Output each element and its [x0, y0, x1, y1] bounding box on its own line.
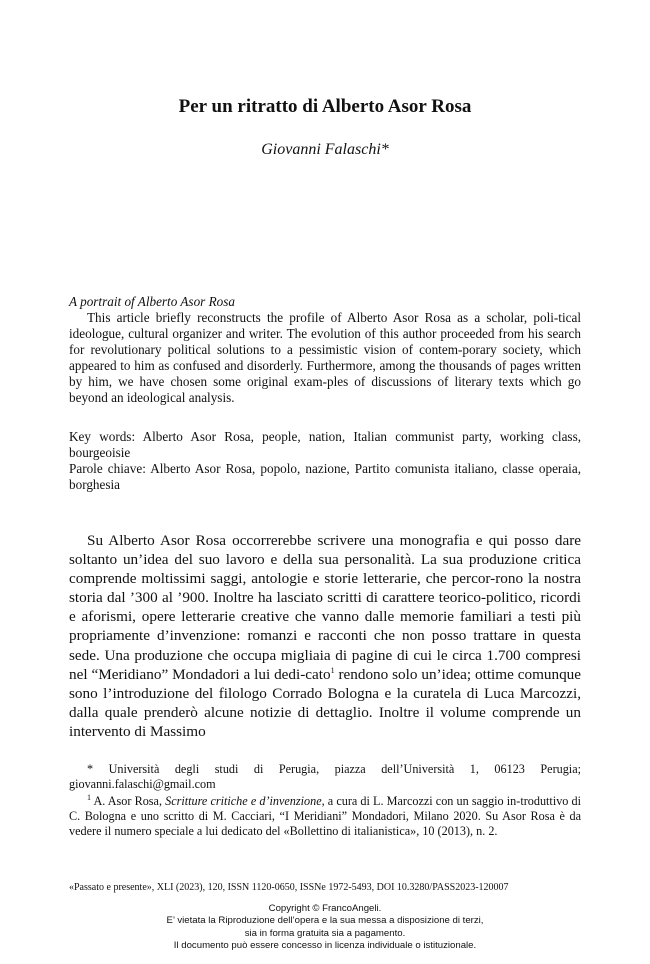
keywords-italian: Parole chiave: Alberto Asor Rosa, popolo, nazione, Partito comunista italiano, classe operaia, borghesia [69, 461, 581, 492]
footnote-1-book-title: Scritture critiche e d’invenzione [165, 794, 322, 808]
footnote-1 [69, 794, 581, 839]
journal-reference: «Passato e presente», XLI (2023), 120, ISSN 1120-0650, ISSNe 1972-5493, DOI 10.3280/PASS2023-120007 [69, 882, 509, 893]
copyright-notice [0, 903, 650, 952]
footnote-1-text-pre: A. Asor Rosa, [91, 794, 166, 808]
body-text [69, 531, 581, 741]
footnote-ref-1[interactable]: 1 [330, 665, 335, 675]
body-text-part2: rendono solo un’idea; ottime comunque sono l’introduzione del filologo Corrado Bologna e la curatela di Luca Marcozzi, dalla quale prenderò alcune notizie di dettaglio. Inoltre il volume comprende un intervento di Massimo [69, 665, 581, 740]
copyright-line-2: E’ vietata la Riproduzione dell’opera e la sua messa a disposizione di terzi, [166, 915, 484, 927]
copyright-line-1: Copyright © FrancoAngeli. [268, 903, 382, 914]
abstract-section [69, 294, 581, 406]
copyright-line-3: sia in forma gratuita sia a pagamento. [244, 927, 406, 939]
article-title: Per un ritratto di Alberto Asor Rosa [178, 96, 472, 117]
abstract-text: This article briefly reconstructs the profile of Alberto Asor Rosa as a scholar, poli-tical ideologue, cultural organizer and writer. The evolution of this author proceeded from his search for revolutionary political solutions to a pessimistic vision of contem-porary society, which appeared to him as confused and disorderly. Furthermore, among the thousands of pages written by him, we have chosen some original exam-ples of discussions of literary texts which go beyond an ideological analysis. [69, 310, 581, 405]
abstract-title: A portrait of Alberto Asor Rosa [69, 294, 235, 309]
footnotes-section [69, 762, 581, 841]
body-text-part1: Su Alberto Asor Rosa occorrerebbe scrivere una monografia e qui posso dare soltanto un’idea del suo lavoro e della sua personalità. La sua produzione critica comprende moltissimi saggi, antologie e storie letterarie, che percor-rono la nostra storia dal ’300 al ’900. Inoltre ha lasciato scritti di carattere teorico-politico, ricordi e aforismi, opere letterarie creative che vanno dalle memorie familiari a testi più propriamente d’invenzione: romanzi e racconti che non posso trattare in questa sede. Una produzione che occupa migliaia di pagine di cui le circa 1.700 compresi nel “Meridiano” Mondadori a lui dedi-cato [69, 532, 581, 683]
keywords-english: Key words: Alberto Asor Rosa, people, nation, Italian communist party, working class, bourgeoisie [69, 429, 581, 460]
article-author: Giovanni Falaschi* [261, 141, 389, 158]
footnote-affiliation: * Università degli studi di Perugia, piazza dell’Università 1, 06123 Perugia; giovanni.falaschi@gmail.com [69, 762, 581, 791]
copyright-line-4: Il documento può essere concesso in licenza individuale o istituzionale. [173, 939, 477, 951]
body-paragraph [69, 531, 581, 741]
footnote-1-text-post: , a cura di L. Marcozzi con un saggio in-troduttivo di C. Bologna e uno scritto di M. Cacciari, “I Meridiani” Mondadori, Milano 2020. Su Asor Rosa è da vedere il numero speciale a lui dedicato del «Bollettino di italianistica», 10 (2013), n. 2. [69, 794, 581, 838]
footnote-1-marker: 1 [87, 792, 91, 802]
